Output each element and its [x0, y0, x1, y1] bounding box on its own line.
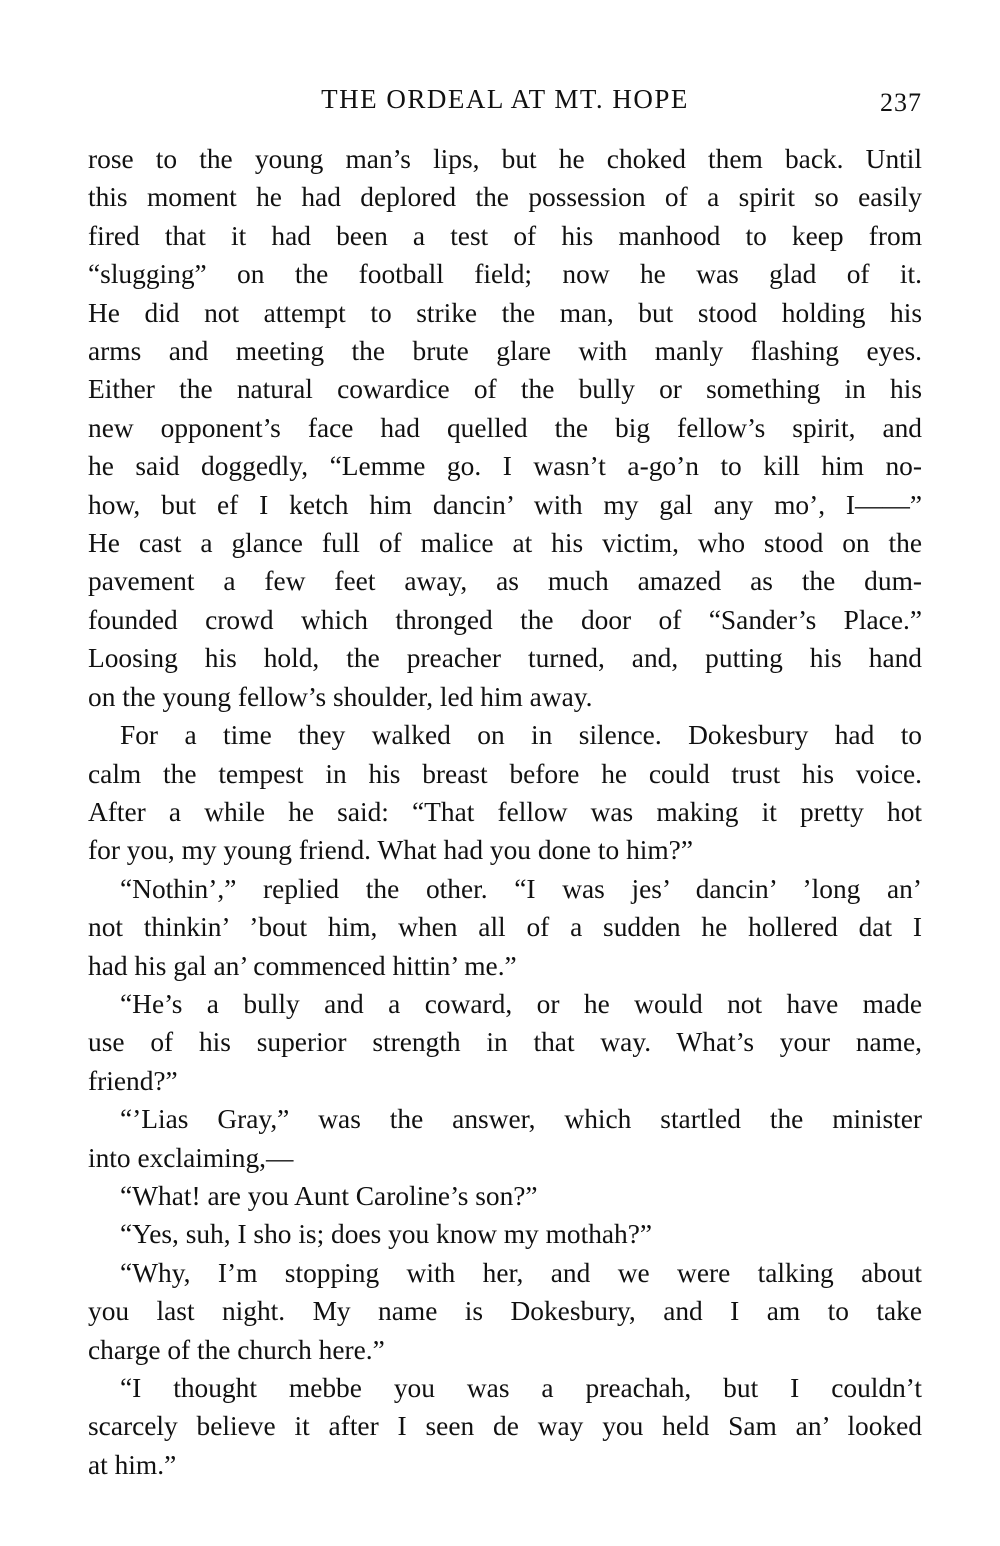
text-line: into exclaiming,— — [88, 1142, 294, 1173]
text-line: pavement a few feet away, as much amazed as the dum- — [88, 566, 922, 597]
text-line: this moment he had deplored the possession of a spirit so easily — [88, 182, 922, 213]
paragraph — [88, 140, 922, 716]
text-line: “I thought mebbe you was a preachah, but I couldn’t — [120, 1373, 922, 1403]
paragraph — [88, 1215, 922, 1253]
text-line: After a while he said: “That fellow was making it pretty hot — [88, 796, 922, 827]
paragraph — [88, 1254, 922, 1369]
text-line: for you, my young friend. What had you done to him?” — [88, 835, 694, 866]
text-line: not thinkin’ ’bout him, when all of a sudden he hollered dat I — [88, 912, 922, 943]
text-line: “’Lias Gray,” was the answer, which startled the minister — [120, 1104, 922, 1135]
text-line: “Why, I’m stopping with her, and we were talking about — [120, 1257, 922, 1288]
text-line: charge of the church here.” — [88, 1334, 385, 1365]
text-line: He cast a glance full of malice at his victim, who stood on the — [88, 528, 922, 559]
running-head — [88, 84, 922, 122]
text-line: you last night. My name is Dokesbury, and I am to take — [88, 1296, 922, 1327]
running-title: THE ORDEAL AT MT. HOPE — [321, 84, 689, 114]
text-line: new opponent’s face had quelled the big fellow’s spirit, and — [88, 412, 922, 443]
text-line: Either the natural cowardice of the bully or something in his — [88, 374, 922, 405]
text-line: arms and meeting the brute glare with manly flashing eyes. — [88, 336, 922, 367]
paragraph — [88, 985, 922, 1100]
paragraph — [88, 1369, 922, 1484]
text-line: at him.” — [88, 1449, 177, 1480]
text-line: on the young fellow’s shoulder, led him away. — [88, 681, 593, 712]
text-line: had his gal an’ commenced hittin’ me.” — [88, 950, 517, 981]
paragraph — [88, 1177, 922, 1215]
text-line: calm the tempest in his breast before he could trust his voice. — [88, 758, 922, 789]
paragraph — [88, 1100, 922, 1177]
text-line: He did not attempt to strike the man, but stood holding his — [88, 297, 922, 328]
text-line: scarcely believe it after I seen de way you held Sam an’ looked — [88, 1411, 922, 1442]
text-line: use of his superior strength in that way. What’s your name, — [88, 1027, 922, 1058]
text-line: founded crowd which thronged the door of “Sander’s Place.” — [88, 604, 922, 635]
paragraph — [88, 870, 922, 985]
text-line: Loosing his hold, the preacher turned, and, putting his hand — [88, 643, 922, 674]
text-line: fired that it had been a test of his manhood to keep from — [88, 220, 922, 251]
book-page — [88, 84, 922, 1484]
text-line: “slugging” on the football field; now he was glad of it. — [88, 259, 922, 290]
text-line: he said doggedly, “Lemme go. I wasn’t a-go’n to kill him no- — [88, 451, 922, 482]
paragraph — [88, 716, 922, 870]
text-line: “What! are you Aunt Caroline’s son?” — [120, 1180, 538, 1211]
text-line: friend?” — [88, 1065, 178, 1096]
text-line: “Yes, suh, I sho is; does you know my mothah?” — [120, 1219, 653, 1250]
body-text — [88, 140, 922, 1484]
text-line: how, but ef I ketch him dancin’ with my gal any mo’, I——” — [88, 489, 922, 520]
text-line: rose to the young man’s lips, but he choked them back. Until — [88, 144, 922, 174]
text-line: “He’s a bully and a coward, or he would not have made — [120, 988, 922, 1019]
page-number: 237 — [880, 88, 922, 117]
text-line: For a time they walked on in silence. Dokesbury had to — [120, 720, 922, 751]
text-line: “Nothin’,” replied the other. “I was jes’ dancin’ ’long an’ — [120, 873, 922, 904]
